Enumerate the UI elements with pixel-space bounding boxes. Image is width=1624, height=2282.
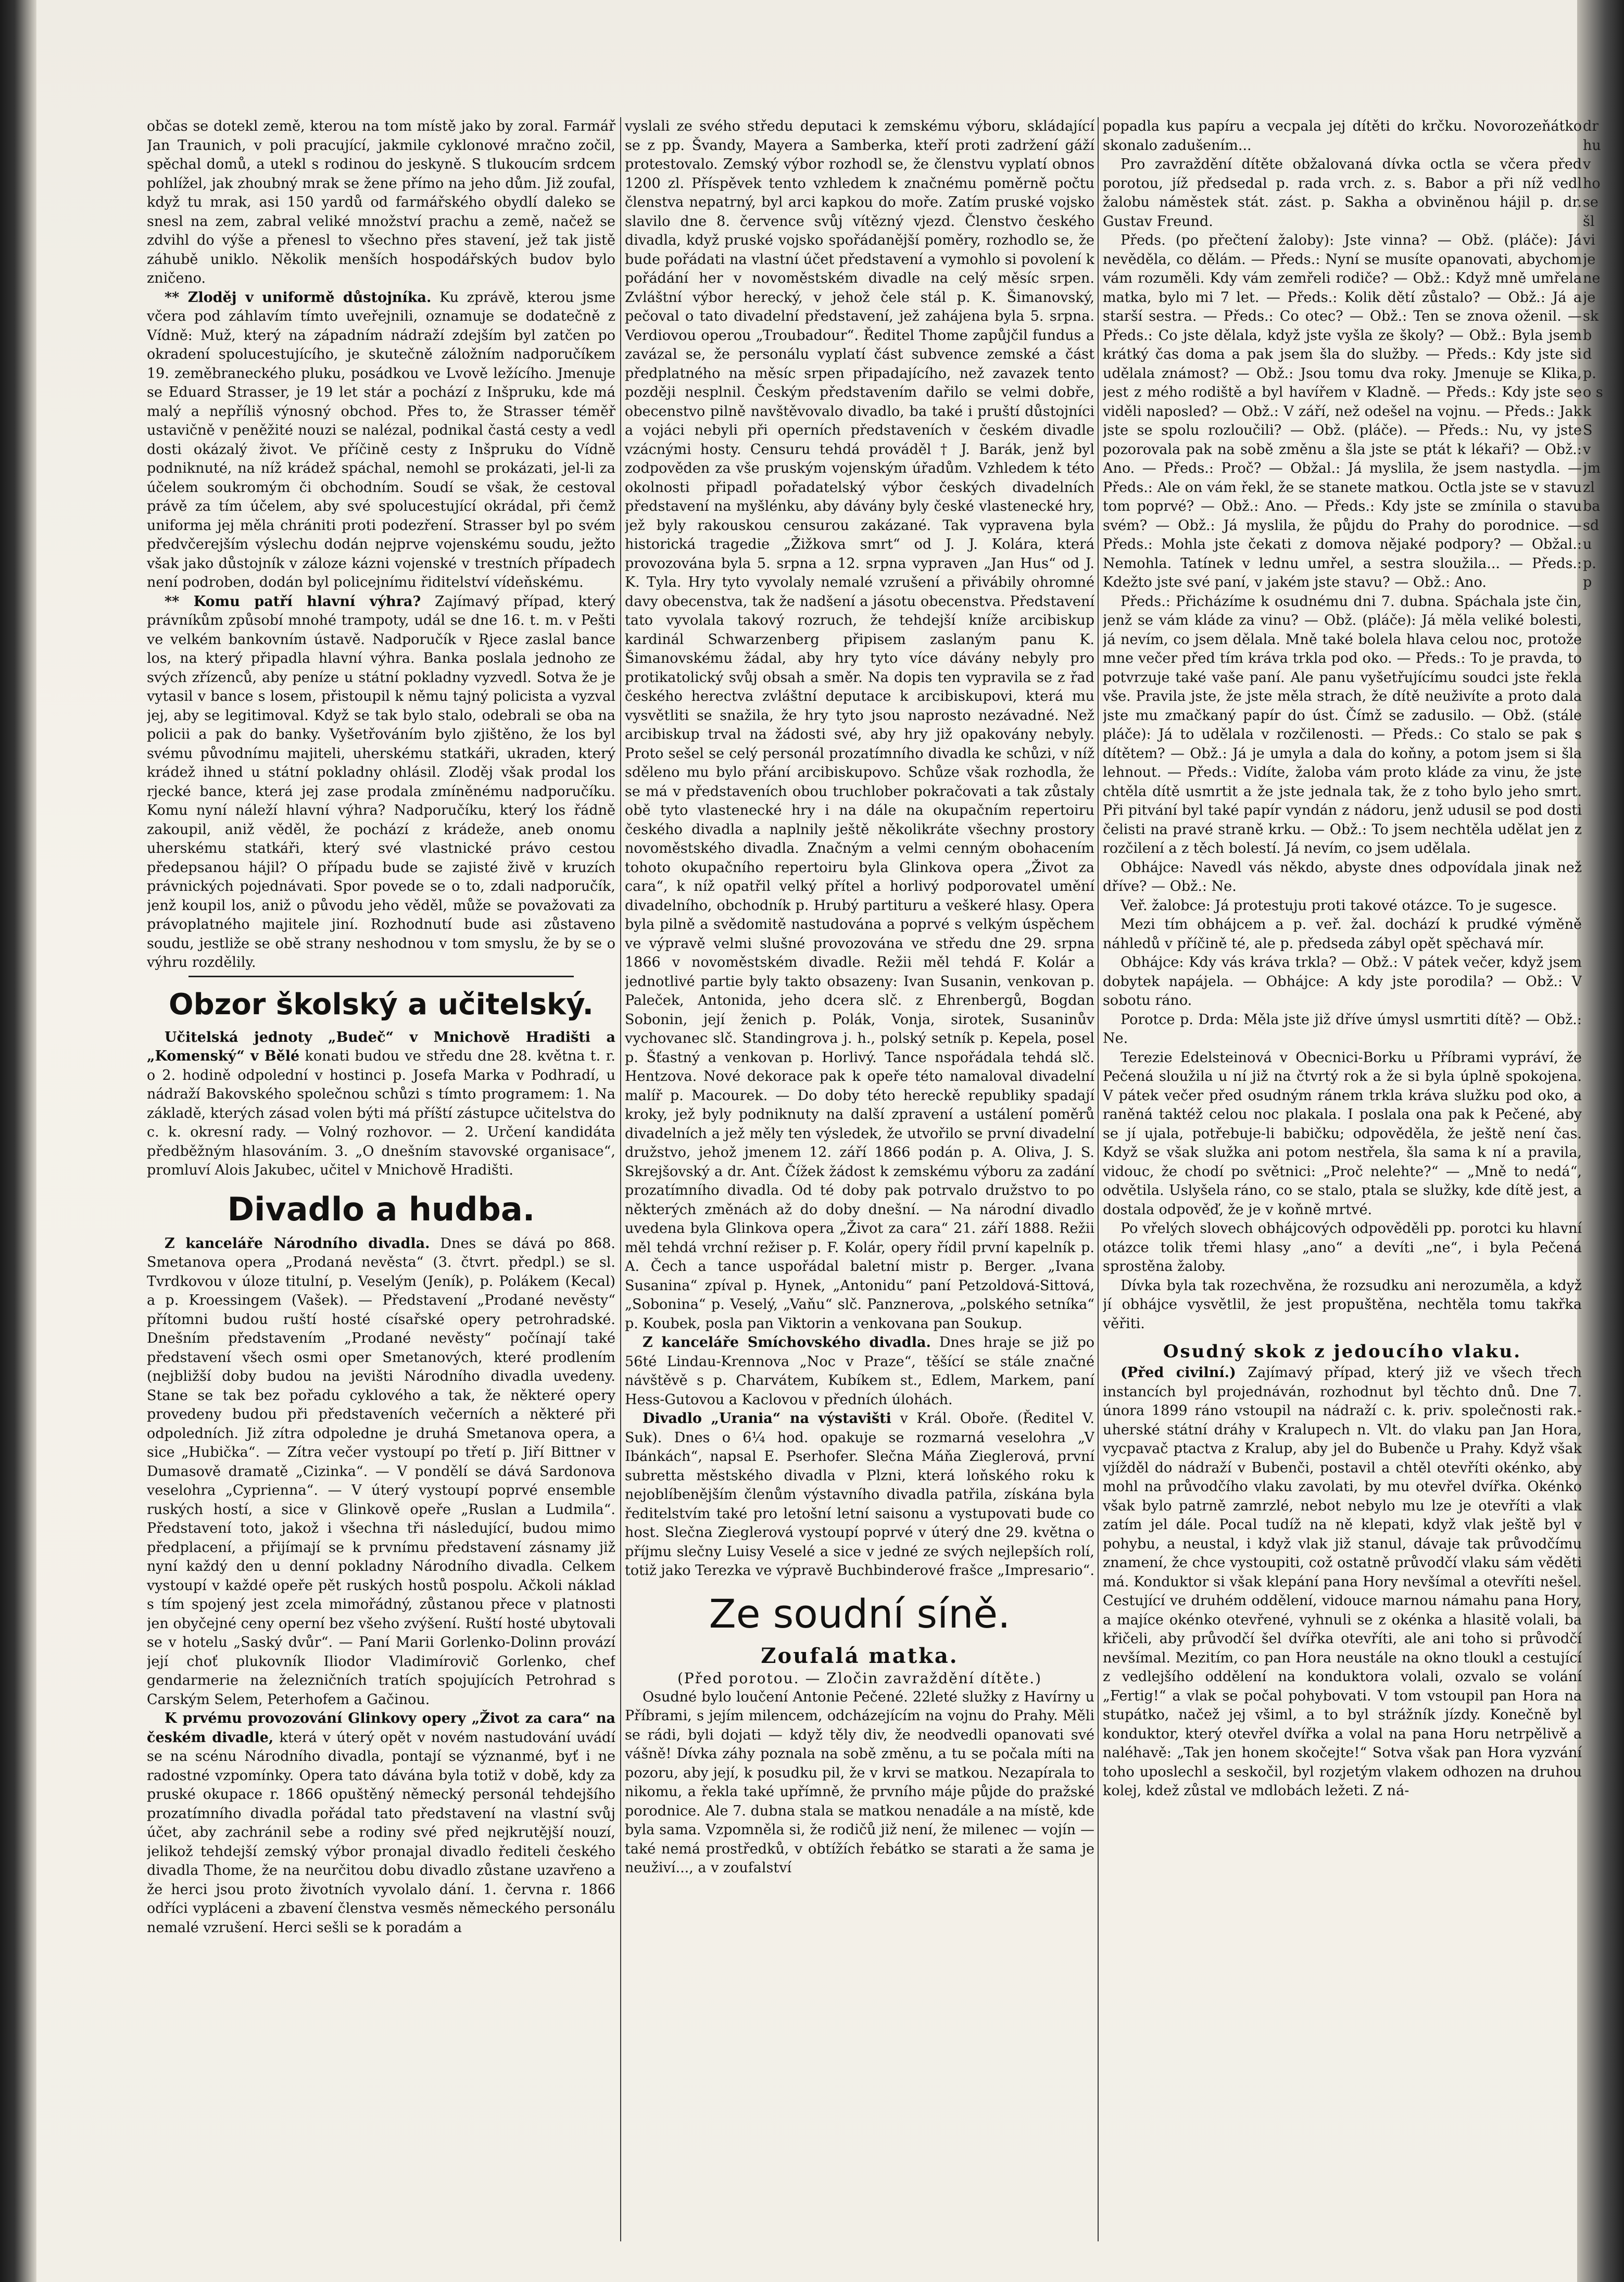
article-teachers	[147, 1028, 615, 1180]
section-heading-theatre: Divadlo a hudba.	[227, 1190, 535, 1228]
article-cyclone-end: občas se dotekl země, kterou na tom místě jako by zoral. Farmář Jan Traunich, v poli pracující, jakmile cyklonové mračno zočil, spěchal domů, a utekl s rodinou do jeskyně. S tlukoucím srdcem pohlížel, jak zhoubný mrak se žene přímo na jeho dům. Již zoufal, když tu mrak, asi 150 yardů od farmářského obydlí daleko se snesl na zem, zabral veliké množství prachu a země, načež se zdvihl do výše a přenesl to všechno přes stavení, jež tak jistě záhubě uniklo. Několik menších hospodářských budov bylo zničeno.	[147, 118, 615, 286]
article-teachers-body: konati budou ve středu dne 28. května t. r. o 2. hodině odpolední v hostinci p. Josefa Marka v Podhradí, u nádraží Bakovského společnou schůzi s tímto programem: 1. Na základě, kterých zásad volen býti má příští zástupce učitelstva do c. k. okresní rady. — Volný rozhovor. — 2. Určení kandidáta předběžným hlasováním. 3. „O dnešním stavovské organisace“, promluví Alois Jakubec, učitel v Mnichově Hradišti.	[147, 1048, 615, 1178]
article-mother-p3: Předs. (po přečtení žaloby): Jste vinna? — Obž. (pláče): Já nevěděla, co dělám. — Předs.: Nyní se musíte opanovati, abychom vám rozuměli. Kdy vám zemřeli rodiče? — Obž.: Když mně umřela matka, bylo mi 7 let. — Předs.: Kolik dětí zůstalo? — Obž.: Já a starší sestra. — Předs.: Co otec? — Obž.: Ten se znova oženil. — Předs.: Co jste dělala, když jste vyšla ze školy? — Obž.: Byla jsem krátký čas doma a pak jsem šla do služby. — Předs.: Kdy jste si udělala známost? — Obž.: Jsou tomu dva roky. Jmenuje se Klika, jest z mého rodiště a byl havířem v Kladně. — Předs.: Kdy jste se viděli naposled? — Obž.: V září, než odešel na vojnu. — Předs.: Jak jste se spolu rozloučili? — Obž. (pláče). — Předs.: Nu, vy jste pozorovala pak na sobě změnu a šla jste se ptát k lékaři? — Obž.: Ano. — Předs.: Proč? — Obžal.: Já myslila, že jsem nastydla. — Předs.: Ale on vám řekl, že se stanete matkou. Octla jste se v stavu tom poprvé? — Obž.: Ano. — Předs.: Kdy jste se zmínila o stavu svém? — Obž.: Já myslila, že půjdu do Prahy do porodnice. — Předs.: Mohla jste čekati z domova nějaké podpory? — Obžal.: Nemohla. Tatínek v lednu umřel, a sestra sloužila... — Předs.: Kdežto jste své paní, v jakém jste stavu? — Obž.: Ano.	[1103, 232, 1582, 590]
article-glinka-continued: vyslali ze svého středu deputaci k zemskému výboru, skládající se z pp. Švandy, Mayera a Samberka, kteří proti zadržení gáží protestovalo. Zemský výbor rozhodl se, že členstvu vyplatí obnos 1200 zl. Příspěvek tento vzhledem k značnému poměrně počtu členstva nepatrný, byl arci kapkou do moře. Zatím pruské vojsko slavilo dne 8. července svůj vítězný vjezd. Členstvo českého divadla, když pruské vojsko spořádanější poměry, rozhodlo se, že bude pořádati na vlastní účet představení a vymohlo si povolení k pořádání her v novoměstském divadle na celý měsíc srpen. Zvláštní výbor herecký, v jehož čele stál p. K. Šimanovský, pečoval o tato divadelní představení, jež zahájena byla 5. srpna. Verdiovou operou „Troubadour“. Ředitel Thome zapůjčil fundus a zavázal se, že personálu vyplatí část subvence zemské a část předplatného na měsíc srpen připadajícího, než zavazek tento později nesplnil. Českým představením dařilo se velmi dobře, obecenstvo pilně navštěvovalo divadlo, ba také i pruští důstojníci a vojáci nebyli při operních představeních v českém divadle vzácnými hosty. Censuru tehdá prováděl † J. Barák, jenž byl zodpověden za vše pruským vojenským úřadům. Vzhledem k této okolnosti připadl pořadatelský výbor českých divadelních představení na myšlénku, aby dávány byly české vlastenecké hry, jež byly rakouskou censurou zakázané. Tak vypravena byla historická tragedie „Žižkova smrt“ od J. J. Kolára, která provozována byla 5. srpna a 12. srpna vypraven „Jan Hus“ od J. K. Tyla. Hry tyto vyvolaly nemalé vzrušení a přivábily ohromné davy obecenstva, tak že nadšení a jásotu obecenstva. Představení tato vyvolala takový rozruch, že tehdejší kníže arcibiskup kardinál Schwarzenberg připisem zaslaným panu K. Šimanovskému žádal, aby hry tyto více dávány nebyly pro protikatolický svůj obsah a směr. Na dopis ten vypravila se z řad českého herectva zvláštní deputace k arcibiskupovi, která mu vysvětliti se snažila, že hry tyto jsou naprosto nezávadné. Než arcibiskup trval na žádosti své, aby hry již opakovány nebyly. Proto sešel se celý personál prozatímního divadla ke schůzi, v níž sděleno mu bylo přání arcibiskupovo. Schůze však rozhodla, že se má v představeních obou truchlober pokračovati a tak zůstaly obě tyto vlastenecké hry i na dále na okupačním repertoiru českého divadla a naplnily ještě několikráte všechny prostory novoměstského divadla. Značným a velmi cenným obohacením tohoto okupačního repertoiru byla Glinkova opera „Život za cara“, k níž opatřil velký přítel a horlivý podporovatel umění divadelního, obchodník p. Hrubý partituru a veškeré hlasy. Opera byla pilně a svědomitě nastudována a poprvé s velkým úspěchem ve výpravě velmi slušné provozována ve středu dne 29. srpna 1866 v novoměstském divadle. Režii měl tehdá F. Kolár a jednotlivé partie byly takto obsazeny: Ivan Susanin, venkovan p. Paleček, Antonida, jeho dcera slč. z Ehrenbergů, Bogdan Sobonin, její ženich p. Polák, Vonja, sirotek, Susaninův vychovanec slč. Standingrova j. h., polský setník p. Kepela, posel p. Šťastný a venkovan p. Horlivý. Tance nspořádala tehdá slč. Hentzova. Nové dekorace pak k opeře této namaloval divadelní malíř p. Macourek. — Do doby této hereckě republiky spadají kroky, jež byly podniknuty na další zpravení a ustálení poměrů divadelních a jež měly ten výsledek, že utvořilo se první divadelní družstvo, jehož jmenem 12. září 1866 podán p. A. Oliva, J. S. Skrejšovský a dr. Ant. Čížek žádost k zemskému výboru za zadání prozatímního divadla. Od té doby pak potrvalo družstvo to po některých změnách až do doby dnešní. — Na národní divadlo uvedena byla Glinkova opera „Život za cara“ 21. září 1888. Režii měl tehdá vrchní režiser p. F. Kolár, opery řídil první kapelník p. A. Čech a tance uspořádal baletní mistr p. Berger. „Ivana Susanina“ zpíval p. Hynek, „Antonidu“ paní Petzoldová-Sittová, „Sobonina“ p. Veselý, „Vaňu“ slč. Panznerova, „polského setníka“ p. Koubek, posla pan Viktorin a venkovana pan Soukup.	[625, 118, 1094, 1332]
article-national-theatre-body: Dnes se dává po 868. Smetanova opera „Prodaná nevěsta“ (3. čtvrt. předpl.) se sl. Tvrdkovou v úloze titulní, p. Veselým (Jeník), p. Polákem (Kecal) a p. Kroessingem (Vašek). — Představení „Prodané nevěsty“ přítomni budou ruští hosté císařské opery petrohradské. Dnešním představením „Prodané nevěsty“ počínají také představení všech osmi oper Smetanových, které prodlením (nejbližší doby budou na jevišti Národního divadla uvedeny. Stane se tak bez pořadu cyklového a tak, že některé opery provedeny budou při představeních večerních a některé při odpoledních. Již zítra odpoledne je druhá Smetanova opera, a sice „Hubička“. — Zítra večer vystoupí po třetí p. Jiří Bittner v Dumasově dramatě „Cizinka“. — V pondělí se dává Sardonova veselohra „Cyprienna“. — V úterý vystoupí poprvé ensemble ruských hostí, a sice v Glinkově opeře „Ruslan a Ludmila“. Představení toto, jakož i všechna tři následující, budou mimo předplacení, a přijímají se k prvnímu představení zásnamy již nyní každý den u denní pokladny Národního divadla. Celkem vystoupí v každé opeře pět ruských hostů pospolu. Ačkoli náklad s tím spojený jest zcela mimořádný, zůstanou přece v platnosti jen obyčejné ceny operní bez všeho zvýšení. Ruští hosté ubytovali se v hotelu „Saský dvůr“. — Paní Marii Gorlenko-Dolinn provází její choť plukovník Iliodor Vladimírovič Gorlenko, chef gendarmerie na železničních tratích spojujících Petrohrad s Carským Selem, Peterhofem a Gačinou.	[147, 1235, 615, 1708]
article-mother-p10: Terezie Edelsteinová v Obecnici-Borku u Příbrami vypráví, že Pečená sloužila u ní již na čtvrtý rok a že si byla úplně spokojena. V pátek večer před osudným ránem trkla kráva služku pod oko, a raněná taktéž celou noc plakala. I poslala ona pak k Pečené, aby se jí ujala, potřebuje-li babičku; odpověděla, že ještě není čas. Když se však služka ani potom nestřela, šla sama k ní a pravila, vidouc, že chodí po světnici: „Proč nelehte?“ — „Mně to nedá“, odvětila. Uslyšela ráno, co se stalo, ptala se služky, kde dítě jest, a dostala odpověď, že je v koňně mrtvé.	[1103, 1049, 1582, 1218]
section-heading-court: Ze soudní síně.	[709, 1590, 1011, 1637]
article-lottery	[147, 592, 615, 973]
article-smichov-theatre-body: Dnes hraje se již po 56té Lindau-Krennova „Noc v Praze“, těšící se stále značné návštěvě s p. Charvátem, Kubíkem st., Edlem, Markem, paní Hess-Gutovou a Kaclovou v předních úlohách.	[625, 1334, 1094, 1408]
section-divider	[188, 976, 574, 977]
article-train-jump	[1103, 1364, 1582, 1801]
article-train-jump-body: Zajímavý případ, který již ve všech třech instancích byl projednáván, rozhodnut byl těchto dnů. Dne 7. února 1899 ráno vstoupil na nádraží c. k. priv. společnosti rak.-uherské státní dráhy v Kralupech n. Vlt. do vlaku pan Jan Hora, vycpavač ptactva z Kralup, aby jel do Bubenče u Prahy. Když však vjížděl do nádraží v Bubenči, postavil a chtěl otevříti okénko, aby mohl na průvodčího vlaku zavolati, by mu otevřel dvířka. Okénko však bylo patrně zamrzlé, nebot nebylo mu lze je otevříti a vlak zatím jel dále. Pocal tudíž na ně klepati, když vlak ještě byl v pohybu, a neustal, i když vlak již stanul, dávaje tak průvodčímu znamení, že chce vystoupiti, což ostatně průvodčí vlaku sám věděti má. Konduktor si však klepání pana Hory nevšímal a otevříti nešel. Cestující ve druhém oddělení, vidouce marnou námahu pana Hory, a majíce okénko otevřené, vyhnuli se z okénka a hlasitě volali, ba křičeli, aby průvodčí šel dvířka otevříti, ale ani toho si průvodčí nevšímal. Mezitím, co pan Hora neustále na okno tloukl a cestující z vedlejšího oddělení na konduktora volali, ozvalo se volání „Fertig!“ a vlak se počal pohybovati. V tom vstoupil pan Hora na stupátko, načež jej všiml, a to byl strážník jízdy. Konečně byl konduktor, který otevřel dvířka a volal na pana Horu netrpělivě a naléhavě: „Tak jen honem skočejte!“ Sotva však pan Hora vyzvání toho uposlechl a seskočil, byl rozjetým vlakem odhozen na druhou kolej, kdež zůstal ve mdlobách ležeti. Z ná-	[1103, 1365, 1582, 1799]
headline-national-theatre: Z kanceláře Národního divadla.	[165, 1235, 430, 1252]
headline-thief-uniform: ** Zloděj v uniformě důstojníka.	[165, 289, 432, 306]
headline-train-jump: Osudný skok z jedoucího vlaku.	[1163, 1341, 1522, 1362]
column-1	[147, 117, 615, 2241]
article-mother-p2: Pro zavraždění dítěte obžalovaná dívka octla se včera před porotou, jíž předsedal p. rada vrch. z. s. Babor a při níž vedl žalobu náměstek stát. zást. p. Sakha a obviněnou hájil p. dr. Gustav Freund.	[1103, 156, 1582, 230]
headline-lottery: ** Komu patří hlavní výhra?	[165, 593, 421, 610]
headline-teachers: Učitelská jednoty „Budeč“ v Mnichově Hradišti a „Komenský“ v Bělé	[147, 1029, 615, 1064]
section-heading-school: Obzor školský a učitelský.	[169, 987, 594, 1022]
article-desperate-mother: Osudné bylo loučení Antonie Pečené. 22leté služky z Havírny u Příbrami, s jejím milencem, odcházejícím na vojnu do Prahy. Měli se rádi, byli dojati — když těly div, že neodvedli opanovati své vášně! Dívka záhy poznala na sobě změnu, a tu se počala míti na pozoru, aby její, k posudku pil, že v krvi se matkou. Nezapírala to nikomu, a řekla také upřímně, že prvního máje půjde do pražské porodnice. Ale 7. dubna stala se matkou nenadále a na místě, kde byla sama. Vzpomněla si, že rodičů již není, že milenec — vojín — také nemá prostředků, v obtížích řebátko se starati a že sama je neuživí..., a v zoufalství	[625, 1688, 1094, 1876]
article-national-theatre	[147, 1234, 615, 1710]
article-mother-p6: Veř. žalobce: Já protestuju proti takové otázce. To je sugesce.	[1121, 897, 1557, 914]
article-mother-p11: Po vřelých slovech obhájcových odpověděli pp. porotci ku hlavní otázce tolik třemi hlasy „ano“ a devíti „ne“, i byla Pečená sprostěna žaloby.	[1103, 1220, 1582, 1275]
article-thief-uniform	[147, 288, 615, 592]
headline-glinka: K prvému provozování Glinkovy opery „Život za cara“ na českém divadle,	[147, 1710, 615, 1746]
article-urania-body: v Král. Oboře. (Ředitel V. Suk). Dnes o 6¼ hod. opakuje se rozmarná veselohra „V Ibánkách“, napsal E. Pserhofer. Slečna Máňa Zieglerová, první subretta městského divadla v Plzni, která loňského roku k nejoblíbenějším členům výstavního divadla patřila, získána byla ředitelstvím také pro letošní letní saisonu a vystupovati bude co host. Slečna Zieglerová vystoupí poprvé v úterý dne 29. května o příjmu slečny Luisy Veselé a sice v jedné ze svých nejlepších rolí, totiž jako Terezka ve výpravě Buchbinderové frašce „Impresario“.	[625, 1410, 1094, 1579]
article-mother-p5: Obhájce: Navedl vás někdo, abyste dnes odpovídala jinak než dříve? — Obž.: Ne.	[1103, 859, 1582, 894]
article-smichov-theatre	[625, 1333, 1094, 1409]
article-urania	[625, 1409, 1094, 1581]
article-thief-uniform-body: Ku zprávě, kterou jsme včera pod záhlavím tímto uveřejnili, oznamuje se dodatečně z Vídně: Muž, který na západním nádraží zdejším byl zatčen po okradení spolucestujícího, je skutečně záložním nadporučíkem 19. zeměbraneckého pluku, posádkou ve Lvově ležícího. Jmenuje se Eduard Strasser, je 19 let stár a pochází z Inšpruku, kde má malý a nepříliš výnosný obchod. Přes to, že Strasser téměř ustavičně v peněžité nouzi se nalézal, podnikal častá cesty a vedl dosti okázalý život. Ve příčině cesty z Inšpruku do Vídně podniknuté, na níž krádež spáchal, nemohl se prokázati, jel-li za účelem soukromým či obchodním. Soudí se však, že cestoval právě za tím účelem, aby své spolucestující okrádal, při čemž uniforma jej měla chrániti proti podezření. Strasser byl po svém předvčerejším výslechu dodán nejprve vojenskému soudu, ježto však jako důstojník v záloze kázni vojenské v trestních případech není podroben, dodán byl policejnímu řiditelství vídeňskému.	[147, 289, 615, 590]
column-rule-2	[1098, 117, 1099, 2241]
headline-smichov-theatre: Z kanceláře Smíchovského divadla.	[643, 1334, 931, 1351]
column-2	[625, 117, 1094, 2241]
headline-train-jump-note: (Před civilní.)	[1121, 1365, 1236, 1381]
article-glinka-body: která v úterý opět v novém nastudování uvádí se na scénu Národního divadla, pontají se význanmé, byť i ne radostné vzpomínky. Opera tato dávána byla totiž v době, kdy za pruské okupace r. 1866 opuštěný německý personál tehdejšího prozatímního divadla pořádal tato představení na vlastní svůj účet, aby zachránil sebe a rodiny své před nejkrutější nouzí, jelikož tehdejší zemský výbor pronajal divadlo řediteli českého divadla Thome, že na neurčitou dobu divadlo zůstane uzavřeno a že herci jsou proto životních vyvolalo dání. 1. června r. 1866 odříci vypláceni a zbavení členstva vesměs německého personálu nemalé vzrušení. Herci sešli se k poradám a	[147, 1729, 615, 1936]
article-lottery-body: Zajímavý případ, který právníkům způsobí mnohé trampoty, udál se dne 16. t. m. v Pešti ve velkém bankovním ústavě. Nadporučík v Rjece zaslal bance los, na který připadla hlavní výhra. Banka poslala jednoho ze svých zřízenců, aby peníze u státní pokladny vyzvedl. Sotva že je vytasil v bance s losem, přistoupil k němu tajný policista a vyzval jej, aby se legitimoval. Když se tak bylo stalo, odebrali se oba na policii a pak do banky. Vyšetřováním bylo zjištěno, že los byl svému původnímu majiteli, uherskému statkáři, ukraden, který krádež ihned u státní pokladny ohlásil. Zloděj však prodal los rjecké bance, která jej zase prodala zmíněnému nadporučíku. Komu nyní náleží hlavní výhra? Nadporučíku, který los řádně zakoupil, aniž věděl, že pochází z krádeže, aneb onomu uherskému statkáři, který své vlastnické právo cestou předepsanou hájil? O případu bude se zajisté živě v kruzích právnických pojednávati. Spor povede se o to, zdali nadporučík, jenž koupil los, aniž o původu jeho věděl, může se považovati za právoplatného majitele jiní. Rozhodnutí bude asi zůstaveno soudu, jestliže se obě strany neshodnou v tom smyslu, že by se o výhru rozdělily.	[147, 593, 615, 970]
headline-desperate-mother: Zoufalá matka.	[761, 1643, 959, 1668]
article-mother-p9: Porotce p. Drda: Měla jste již dříve úmysl usmrtiti dítě? — Obž.: Ne.	[1103, 1011, 1582, 1047]
adjacent-page-fragment: dr hu v ho se šl vi je ne je sk b d p. o s k S v jm zl ba sd u p. p	[1583, 118, 1603, 590]
column-rule-1	[620, 117, 621, 2241]
headline-urania: Divadlo „Urania“ na výstavišti	[643, 1410, 891, 1427]
article-mother-p4: Předs.: Přicházíme k osudnému dni 7. dubna. Spáchala jste čin, jenž se vám kláde za vinu? — Obž. (pláče): Já měla veliké bolesti, já nevím, co jsem dělala. Mně také bolela hlava celou noc, protože mne večer před tím kráva trkla pod oko. — Předs.: To je pravda, to potvrzuje také vaše paní. Ale panu vyšetřujícímu soudci jste řekla vše. Pravila jste, že jste měla strach, že dítě neuživíte a proto dala jste mu zmačkaný papír do úst. Čímž se zadusilo. — Obž. (stále pláče): Já to udělala v rozčilenosti. — Předs.: Co stalo se pak s dítětem? — Obž.: Já je umyla a dala do koňny, a potom jsem si šla lehnout. — Předs.: Vidíte, žaloba vám proto kláde za vinu, že jste chtěla dítě usmrtit a že jste jednala tak, že z toho bylo jeho smrt. Při pitvání byl také papír vyndán z nádoru, jenž udusil se pod dosti čelisti na pravé straně krku. — Obž.: To jsem nechtěla udělat jen z rozčilení a z těch bolestí. Já nevím, co jsem udělala.	[1103, 593, 1582, 856]
column-3	[1103, 117, 1582, 2241]
article-mother-p7: Mezi tím obhájcem a p. veř. žal. dochází k prudké výměně náhledů v příčině té, ale p. předseda zábyl opět spěchavá mír.	[1103, 916, 1582, 952]
subheadline-jury: (Před porotou. — Zločin zavraždění dítěte.)	[677, 1669, 1042, 1687]
article-mother-p8: Obhájce: Kdy vás kráva trkla? — Obž.: V pátek večer, když jsem dobytek napájela. — Obhájce: A kdy jste porodila? — Obž.: V sobotu ráno.	[1103, 954, 1582, 1008]
article-mother-continued: popadla kus papíru a vecpala jej dítěti do krčku. Novorozeňátko skonalo zadušením...	[1103, 118, 1582, 154]
article-mother-p12: Dívka byla tak rozechvěna, že rozsudku ani nerozuměla, a když jí obhájce vysvětlil, že jest propuštěna, nechtěla tomu takřka věřiti.	[1103, 1277, 1582, 1332]
scan-left-edge	[0, 0, 36, 2282]
article-glinka	[147, 1709, 615, 1937]
